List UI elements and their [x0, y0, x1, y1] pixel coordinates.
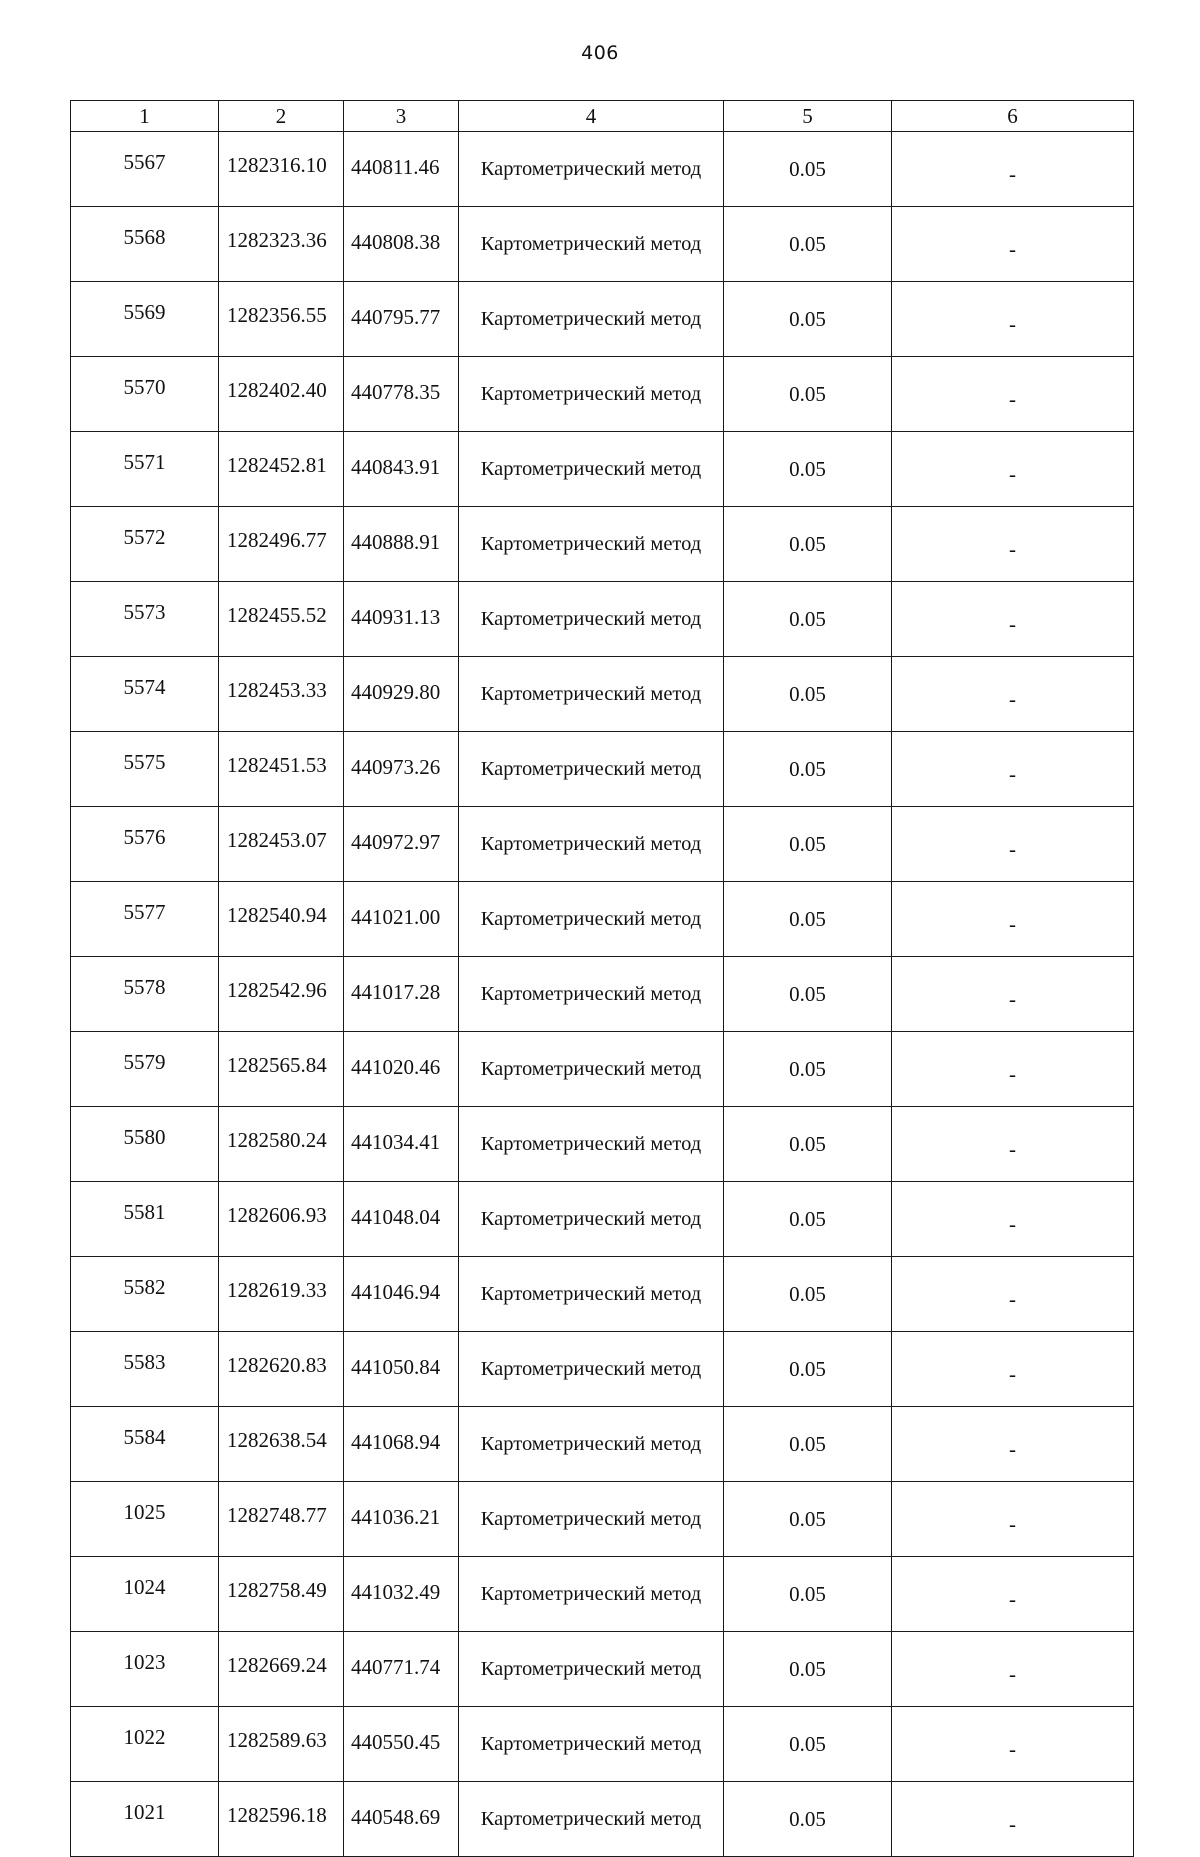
accuracy-cell: 0.05 [724, 657, 892, 732]
y-coordinate-cell: 440931.13 [344, 582, 459, 657]
x-coordinate-cell: 1282453.07 [219, 807, 344, 882]
point-number-cell: 5572 [71, 507, 219, 582]
note-cell: - [892, 1257, 1134, 1332]
note-cell: - [892, 1482, 1134, 1557]
note-cell: - [892, 1632, 1134, 1707]
table-row [71, 1632, 1134, 1707]
x-coordinate-cell: 1282619.33 [219, 1257, 344, 1332]
method-cell: Картометрический метод [459, 1257, 724, 1332]
x-coordinate-cell: 1282455.52 [219, 582, 344, 657]
note-cell: - [892, 207, 1134, 282]
table-row [71, 807, 1134, 882]
accuracy-cell: 0.05 [724, 957, 892, 1032]
note-cell: - [892, 732, 1134, 807]
point-number-cell: 5580 [71, 1107, 219, 1182]
x-coordinate-cell: 1282589.63 [219, 1707, 344, 1782]
x-coordinate-cell: 1282620.83 [219, 1332, 344, 1407]
table-row [71, 1782, 1134, 1857]
table-header-row [71, 101, 1134, 132]
point-number-cell: 1024 [71, 1557, 219, 1632]
method-cell: Картометрический метод [459, 1482, 724, 1557]
y-coordinate-cell: 440550.45 [344, 1707, 459, 1782]
note-cell: - [892, 282, 1134, 357]
y-coordinate-cell: 440929.80 [344, 657, 459, 732]
y-coordinate-cell: 440843.91 [344, 432, 459, 507]
x-coordinate-cell: 1282748.77 [219, 1482, 344, 1557]
note-cell: - [892, 957, 1134, 1032]
point-number-cell: 5570 [71, 357, 219, 432]
method-cell: Картометрический метод [459, 507, 724, 582]
table-row [71, 582, 1134, 657]
y-coordinate-cell: 440888.91 [344, 507, 459, 582]
note-cell: - [892, 1557, 1134, 1632]
method-cell: Картометрический метод [459, 807, 724, 882]
note-cell: - [892, 1107, 1134, 1182]
accuracy-cell: 0.05 [724, 582, 892, 657]
accuracy-cell: 0.05 [724, 1107, 892, 1182]
note-cell: - [892, 432, 1134, 507]
method-cell: Картометрический метод [459, 1407, 724, 1482]
table-row [71, 1182, 1134, 1257]
y-coordinate-cell: 440808.38 [344, 207, 459, 282]
table-row [71, 1707, 1134, 1782]
accuracy-cell: 0.05 [724, 1707, 892, 1782]
note-cell: - [892, 1032, 1134, 1107]
table-row [71, 507, 1134, 582]
table-row [71, 357, 1134, 432]
table-row [71, 282, 1134, 357]
table-row [71, 1482, 1134, 1557]
table-row [71, 1032, 1134, 1107]
accuracy-cell: 0.05 [724, 1257, 892, 1332]
x-coordinate-cell: 1282580.24 [219, 1107, 344, 1182]
method-cell: Картометрический метод [459, 207, 724, 282]
header-cell: 4 [459, 101, 724, 132]
method-cell: Картометрический метод [459, 1707, 724, 1782]
x-coordinate-cell: 1282596.18 [219, 1782, 344, 1857]
point-number-cell: 5574 [71, 657, 219, 732]
point-number-cell: 5576 [71, 807, 219, 882]
accuracy-cell: 0.05 [724, 1182, 892, 1257]
table-row [71, 1407, 1134, 1482]
accuracy-cell: 0.05 [724, 882, 892, 957]
accuracy-cell: 0.05 [724, 1782, 892, 1857]
accuracy-cell: 0.05 [724, 432, 892, 507]
y-coordinate-cell: 440973.26 [344, 732, 459, 807]
accuracy-cell: 0.05 [724, 1332, 892, 1407]
method-cell: Картометрический метод [459, 957, 724, 1032]
method-cell: Картометрический метод [459, 732, 724, 807]
method-cell: Картометрический метод [459, 357, 724, 432]
coordinates-table-container [70, 100, 1133, 1857]
method-cell: Картометрический метод [459, 1032, 724, 1107]
y-coordinate-cell: 441050.84 [344, 1332, 459, 1407]
point-number-cell: 5571 [71, 432, 219, 507]
point-number-cell: 5573 [71, 582, 219, 657]
header-cell: 2 [219, 101, 344, 132]
method-cell: Картометрический метод [459, 882, 724, 957]
x-coordinate-cell: 1282356.55 [219, 282, 344, 357]
method-cell: Картометрический метод [459, 1107, 724, 1182]
x-coordinate-cell: 1282316.10 [219, 132, 344, 207]
coordinates-table [70, 100, 1134, 1857]
table-row [71, 957, 1134, 1032]
note-cell: - [892, 357, 1134, 432]
x-coordinate-cell: 1282496.77 [219, 507, 344, 582]
y-coordinate-cell: 440811.46 [344, 132, 459, 207]
accuracy-cell: 0.05 [724, 807, 892, 882]
x-coordinate-cell: 1282758.49 [219, 1557, 344, 1632]
note-cell: - [892, 807, 1134, 882]
method-cell: Картометрический метод [459, 582, 724, 657]
point-number-cell: 5582 [71, 1257, 219, 1332]
table-body [71, 101, 1134, 1857]
accuracy-cell: 0.05 [724, 507, 892, 582]
table-row [71, 1257, 1134, 1332]
accuracy-cell: 0.05 [724, 132, 892, 207]
method-cell: Картометрический метод [459, 1782, 724, 1857]
method-cell: Картометрический метод [459, 282, 724, 357]
table-row [71, 207, 1134, 282]
y-coordinate-cell: 440972.97 [344, 807, 459, 882]
header-cell: 1 [71, 101, 219, 132]
x-coordinate-cell: 1282669.24 [219, 1632, 344, 1707]
y-coordinate-cell: 440771.74 [344, 1632, 459, 1707]
accuracy-cell: 0.05 [724, 357, 892, 432]
note-cell: - [892, 132, 1134, 207]
note-cell: - [892, 657, 1134, 732]
x-coordinate-cell: 1282540.94 [219, 882, 344, 957]
x-coordinate-cell: 1282451.53 [219, 732, 344, 807]
accuracy-cell: 0.05 [724, 1032, 892, 1107]
x-coordinate-cell: 1282402.40 [219, 357, 344, 432]
y-coordinate-cell: 440778.35 [344, 357, 459, 432]
header-cell: 6 [892, 101, 1134, 132]
method-cell: Картометрический метод [459, 1557, 724, 1632]
point-number-cell: 5575 [71, 732, 219, 807]
table-row [71, 1557, 1134, 1632]
note-cell: - [892, 882, 1134, 957]
point-number-cell: 5568 [71, 207, 219, 282]
y-coordinate-cell: 441048.04 [344, 1182, 459, 1257]
x-coordinate-cell: 1282452.81 [219, 432, 344, 507]
y-coordinate-cell: 441020.46 [344, 1032, 459, 1107]
method-cell: Картометрический метод [459, 432, 724, 507]
table-row [71, 432, 1134, 507]
accuracy-cell: 0.05 [724, 732, 892, 807]
point-number-cell: 1021 [71, 1782, 219, 1857]
accuracy-cell: 0.05 [724, 282, 892, 357]
x-coordinate-cell: 1282453.33 [219, 657, 344, 732]
point-number-cell: 1022 [71, 1707, 219, 1782]
table-row [71, 1332, 1134, 1407]
accuracy-cell: 0.05 [724, 1482, 892, 1557]
accuracy-cell: 0.05 [724, 1557, 892, 1632]
y-coordinate-cell: 441046.94 [344, 1257, 459, 1332]
method-cell: Картометрический метод [459, 1332, 724, 1407]
y-coordinate-cell: 441032.49 [344, 1557, 459, 1632]
y-coordinate-cell: 440795.77 [344, 282, 459, 357]
table-row [71, 732, 1134, 807]
x-coordinate-cell: 1282638.54 [219, 1407, 344, 1482]
y-coordinate-cell: 441021.00 [344, 882, 459, 957]
method-cell: Картометрический метод [459, 132, 724, 207]
point-number-cell: 5583 [71, 1332, 219, 1407]
note-cell: - [892, 582, 1134, 657]
y-coordinate-cell: 441068.94 [344, 1407, 459, 1482]
note-cell: - [892, 1782, 1134, 1857]
accuracy-cell: 0.05 [724, 1632, 892, 1707]
point-number-cell: 1025 [71, 1482, 219, 1557]
point-number-cell: 1023 [71, 1632, 219, 1707]
table-row [71, 132, 1134, 207]
point-number-cell: 5578 [71, 957, 219, 1032]
point-number-cell: 5567 [71, 132, 219, 207]
note-cell: - [892, 1332, 1134, 1407]
point-number-cell: 5569 [71, 282, 219, 357]
y-coordinate-cell: 441017.28 [344, 957, 459, 1032]
note-cell: - [892, 507, 1134, 582]
note-cell: - [892, 1407, 1134, 1482]
x-coordinate-cell: 1282323.36 [219, 207, 344, 282]
note-cell: - [892, 1182, 1134, 1257]
note-cell: - [892, 1707, 1134, 1782]
point-number-cell: 5579 [71, 1032, 219, 1107]
point-number-cell: 5581 [71, 1182, 219, 1257]
x-coordinate-cell: 1282606.93 [219, 1182, 344, 1257]
page-number: 406 [581, 42, 619, 64]
y-coordinate-cell: 441034.41 [344, 1107, 459, 1182]
y-coordinate-cell: 440548.69 [344, 1782, 459, 1857]
accuracy-cell: 0.05 [724, 207, 892, 282]
table-row [71, 882, 1134, 957]
method-cell: Картометрический метод [459, 657, 724, 732]
table-row [71, 657, 1134, 732]
header-cell: 3 [344, 101, 459, 132]
method-cell: Картометрический метод [459, 1632, 724, 1707]
x-coordinate-cell: 1282565.84 [219, 1032, 344, 1107]
header-cell: 5 [724, 101, 892, 132]
point-number-cell: 5577 [71, 882, 219, 957]
method-cell: Картометрический метод [459, 1182, 724, 1257]
point-number-cell: 5584 [71, 1407, 219, 1482]
accuracy-cell: 0.05 [724, 1407, 892, 1482]
table-row [71, 1107, 1134, 1182]
x-coordinate-cell: 1282542.96 [219, 957, 344, 1032]
y-coordinate-cell: 441036.21 [344, 1482, 459, 1557]
